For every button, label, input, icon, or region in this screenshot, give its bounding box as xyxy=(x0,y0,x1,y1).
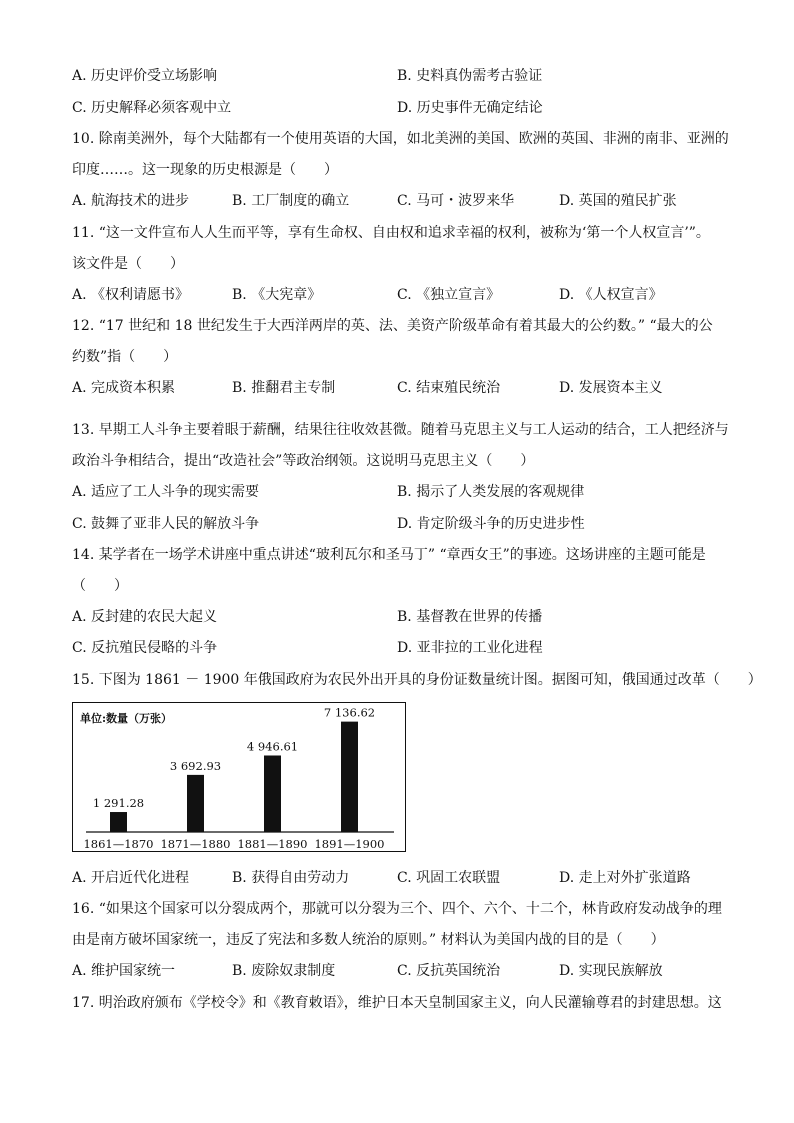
bar-3 xyxy=(264,755,281,832)
q10-stem-line-2: 印度……。这一现象的历史根源是（ ） xyxy=(72,162,338,178)
q15-option-a: A. 开启近代化进程 xyxy=(72,870,190,886)
q9-option-d: D. 历史事件无确定结论 xyxy=(397,100,543,116)
q16-stem-line-1: 16. “如果这个国家可以分裂成两个，那就可以分裂为三个、四个、六个、十二个，林肯政府发动战争的理 xyxy=(72,901,722,917)
q9-option-c: C. 历史解释必须客观中立 xyxy=(72,100,232,116)
q12-option-b: B. 推翻君主专制 xyxy=(232,380,336,396)
q11-stem-line-2: 该文件是（ ） xyxy=(72,256,184,272)
category-label-3: 1881—1890 xyxy=(237,837,308,851)
q11-option-b: B. 《大宪章》 xyxy=(232,287,322,303)
q11-option-d: D. 《人权宣言》 xyxy=(559,287,663,303)
category-label-2: 1871—1880 xyxy=(160,837,231,851)
q16-stem-line-2: 由是南方破坏国家统一，违反了宪法和多数人统治的原则。” 材料认为美国内战的目的是（ ） xyxy=(72,932,665,948)
bar-value-label-1: 1 291.28 xyxy=(92,796,145,811)
q9-option-b: B. 史料真伪需考古验证 xyxy=(397,68,543,84)
q11-option-a: A. 《权利请愿书》 xyxy=(72,287,190,303)
q11-option-c: C. 《独立宣言》 xyxy=(397,287,501,303)
q14-stem-line-1: 14. 某学者在一场学术讲座中重点讲述“玻利瓦尔和圣马丁” “章西女王”的事迹。这场讲座的主题可能是 xyxy=(72,547,706,563)
q17-stem-line-1: 17. 明治政府颁布《学校令》和《教育敕语》，维护日本天皇制国家主义，向人民灌输尊君的封建思想。这 xyxy=(72,995,722,1011)
q15-option-b: B. 获得自由劳动力 xyxy=(232,870,350,886)
q12-option-a: A. 完成资本积累 xyxy=(72,380,176,396)
q13-stem-line-1: 13. 早期工人斗争主要着眼于薪酬，结果往往收效甚微。随着马克思主义与工人运动的结合，工人把经济与 xyxy=(72,422,729,438)
q13-option-c: C. 鼓舞了亚非人民的解放斗争 xyxy=(72,516,260,532)
q9-option-a: A. 历史评价受立场影响 xyxy=(72,68,218,84)
q16-option-b: B. 废除奴隶制度 xyxy=(232,963,336,979)
q14-stem-line-2: （ ） xyxy=(72,578,128,594)
passport-count-bar-chart xyxy=(72,702,406,852)
bar-1 xyxy=(110,812,127,832)
q15-stem-line-1: 15. 下图为 1861 － 1900 年俄国政府为农民外出开具的身份证数量统计图。据图可知，俄国通过改革（ ） xyxy=(72,672,762,688)
q10-option-c: C. 马可・波罗来华 xyxy=(397,193,515,209)
bar-value-label-4: 7 136.62 xyxy=(323,705,376,720)
q14-option-b: B. 基督教在世界的传播 xyxy=(397,609,543,625)
q12-stem-line-1: 12. “17 世纪和 18 世纪发生于大西洋两岸的英、法、美资产阶级革命有着其最大的公约数。” “最大的公 xyxy=(72,318,713,334)
q12-option-d: D. 发展资本主义 xyxy=(559,380,663,396)
q12-stem-line-2: 约数”指（ ） xyxy=(72,349,178,365)
bar-chart-svg xyxy=(72,702,406,852)
q14-option-a: A. 反封建的农民大起义 xyxy=(72,609,218,625)
q13-stem-line-2: 政治斗争相结合，提出“改造社会”等政治纲领。这说明马克思主义（ ） xyxy=(72,453,535,469)
q13-option-a: A. 适应了工人斗争的现实需要 xyxy=(72,484,260,500)
category-label-1: 1861—1870 xyxy=(83,837,154,851)
q11-stem-line-1: 11. “这一文件宣布人人生而平等，享有生命权、自由权和追求幸福的权利，被称为‘第一个人权宣言’”。 xyxy=(72,225,710,241)
chart-title: 单位:数量（万张） xyxy=(80,712,173,725)
bar-value-label-3: 4 946.61 xyxy=(246,739,299,754)
q14-option-d: D. 亚非拉的工业化进程 xyxy=(397,640,543,656)
q10-option-b: B. 工厂制度的确立 xyxy=(232,193,350,209)
q12-option-c: C. 结束殖民统治 xyxy=(397,380,501,396)
q13-option-b: B. 揭示了人类发展的客观规律 xyxy=(397,484,585,500)
bar-4 xyxy=(341,722,358,832)
q15-option-d: D. 走上对外扩张道路 xyxy=(559,870,691,886)
bar-2 xyxy=(187,775,204,832)
q14-option-c: C. 反抗殖民侵略的斗争 xyxy=(72,640,218,656)
category-label-4: 1891—1900 xyxy=(314,837,385,851)
q16-option-d: D. 实现民族解放 xyxy=(559,963,663,979)
bar-value-label-2: 3 692.93 xyxy=(169,758,222,773)
q13-option-d: D. 肯定阶级斗争的历史进步性 xyxy=(397,516,585,532)
q16-option-c: C. 反抗英国统治 xyxy=(397,963,501,979)
q10-option-a: A. 航海技术的进步 xyxy=(72,193,190,209)
q10-stem-line-1: 10. 除南美洲外，每个大陆都有一个使用英语的大国，如北美洲的美国、欧洲的英国、非洲的南非、亚洲的 xyxy=(72,131,729,147)
q15-option-c: C. 巩固工农联盟 xyxy=(397,870,501,886)
q10-option-d: D. 英国的殖民扩张 xyxy=(559,193,677,209)
q16-option-a: A. 维护国家统一 xyxy=(72,963,176,979)
